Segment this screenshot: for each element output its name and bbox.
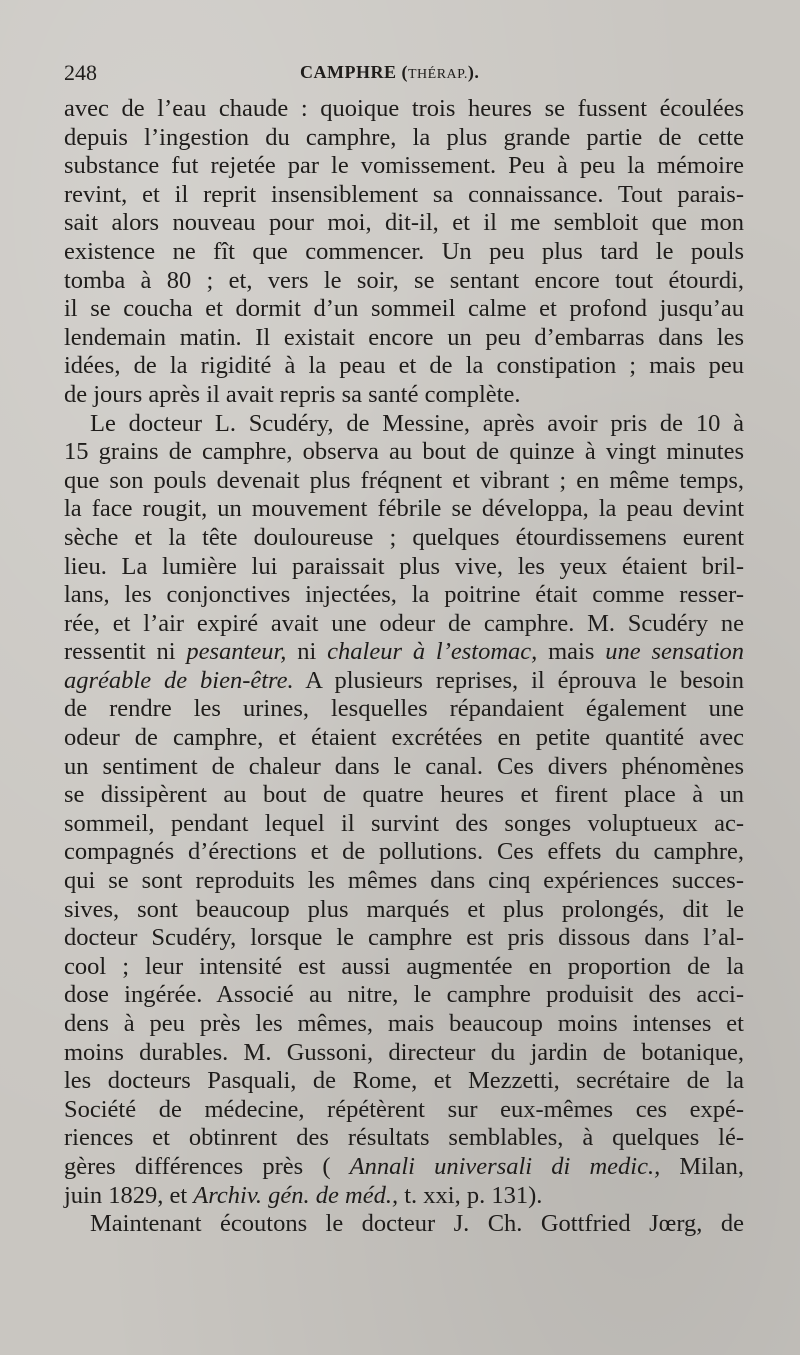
text-line: ressentit ni pesanteur, ni chaleur à l’estomac, mais une sensation [64,638,744,666]
text-line: agréable de bien-être. A plusieurs reprises, il éprouva le besoin [64,666,744,694]
text-line: lans, les conjonctives injectées, la poitrine était comme resser- [64,581,744,609]
text-line: idées, de la rigidité à la peau et de la constipation ; mais peu [64,352,744,380]
text-line: revint, et il reprit insensiblement sa connaissance. Tout parais- [64,180,744,208]
text-line: gères différences près ( Annali universali di medic., Milan, [64,1152,744,1180]
running-title-end: ). [467,62,480,82]
text-line: que son pouls devenait plus fréqnent et vibrant ; en même temps, [64,466,744,494]
running-title [300,62,479,83]
text-line: juin 1829, et Archiv. gén. de méd., t. xxi, p. 131). [64,1181,543,1209]
text-line: avec de l’eau chaude : quoique trois heures se fussent écoulées [64,95,744,122]
text-line: dose ingérée. Associé au nitre, le camphre produisit des acci- [64,981,744,1009]
text-line: 15 grains de camphre, observa au bout de quinze à vingt minutes [64,438,744,466]
text-line: se dissipèrent au bout de quatre heures et firent place à un [64,781,744,809]
text-line: Le docteur L. Scudéry, de Messine, après avoir pris de 10 à [90,409,744,437]
text-line: lieu. La lumière lui paraissait plus vive, les yeux étaient bril- [64,552,744,580]
text-line: dens à peu près les mêmes, mais beaucoup moins intenses et [64,1010,744,1037]
text-line: sommeil, pendant lequel il survint des songes voluptueux ac- [64,809,744,837]
text-line: il se coucha et dormit d’un sommeil calme et profond jusqu’au [64,295,744,323]
text-line: compagnés d’érections et de pollutions. Ces effets du camphre, [64,838,744,866]
text-line: sait alors nouveau pour moi, dit-il, et il me sembloit que mon [64,209,744,237]
text-line: les docteurs Pasquali, de Rome, et Mezzetti, secrétaire de la [64,1067,744,1095]
text-line: existence ne fît que commencer. Un peu plus tard le pouls [64,237,744,265]
body-text [64,95,744,1239]
text-line: la face rougit, un mouvement fébrile se développa, la peau devint [64,495,744,523]
text-line: depuis l’ingestion du camphre, la plus grande partie de cette [64,123,744,151]
text-line: un sentiment de chaleur dans le canal. Ces divers phénomènes [64,752,744,780]
text-line: cool ; leur intensité est aussi augmentée en proportion de la [64,952,744,980]
text-line: sives, sont beaucoup plus marqués et plus prolongés, dit le [64,895,744,923]
running-title-sub: THÉRAP. [407,67,468,82]
text-line: sèche et la tête douloureuse ; quelques étourdissemens eurent [64,523,744,551]
text-line: qui se sont reproduits les mêmes dans cinq expériences succes- [64,867,744,895]
text-line: moins durables. M. Gussoni, directeur du jardin de botanique, [64,1038,744,1066]
text-line: lendemain matin. Il existait encore un peu d’embarras dans les [64,323,744,351]
running-head [64,60,744,90]
text-line: de jours après il avait repris sa santé complète. [64,380,521,408]
text-line: docteur Scudéry, lorsque le camphre est pris dissous dans l’al- [64,924,744,952]
text-line: substance fut rejetée par le vomissement. Peu à peu la mémoire [64,152,744,180]
text-line: de rendre les urines, lesquelles répandaient également une [64,695,744,723]
running-title-main: CAMPHRE ( [300,62,408,82]
page-number: 248 [64,60,97,85]
text-line: rée, et l’air expiré avait une odeur de camphre. M. Scudéry ne [64,609,744,637]
text-line: tomba à 80 ; et, vers le soir, se sentant encore tout étourdi, [64,266,744,294]
text-line: Maintenant écoutons le docteur J. Ch. Gottfried Jœrg, de [90,1210,744,1238]
text-line: odeur de camphre, et étaient excrétées en petite quantité avec [64,724,744,752]
text-line: riences et obtinrent des résultats semblables, à quelques lé- [64,1124,744,1152]
text-line: Société de médecine, répétèrent sur eux-mêmes ces expé- [64,1095,744,1123]
